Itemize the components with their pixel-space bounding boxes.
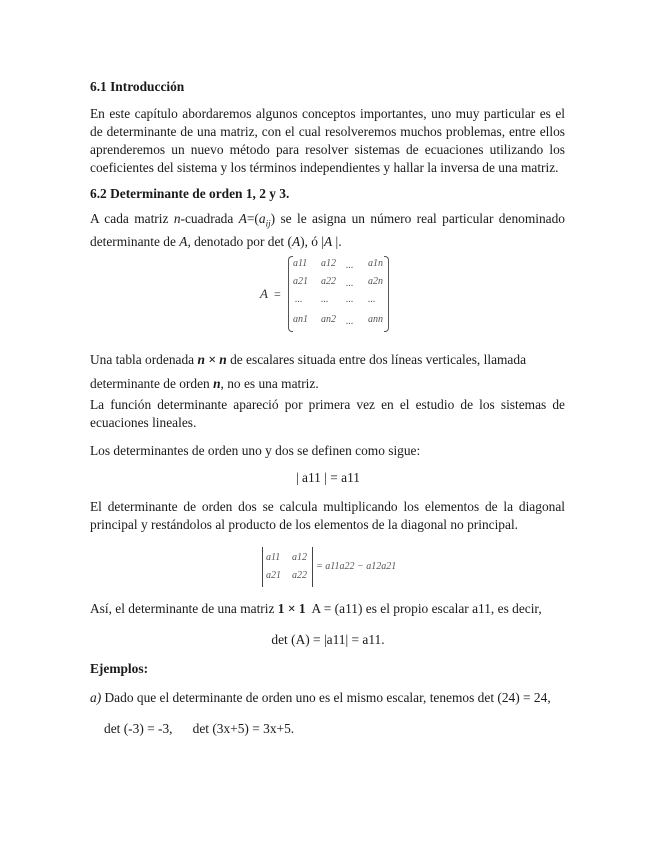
order-one-equation <box>0 470 656 486</box>
eq2-text: det (A) = |a11| = a11. <box>271 632 385 647</box>
matrix-cell: a21 <box>293 276 308 287</box>
matrix-lhs: A <box>260 286 268 301</box>
matrix-cell: ann <box>368 314 383 325</box>
det2-rhs: = a11a22 − a12a21 <box>316 561 397 572</box>
matrix-cell: ... <box>346 294 354 305</box>
det2-figure <box>262 547 412 587</box>
matrix-cell: ... <box>346 260 354 271</box>
funcion-paragraph: La función determinante apareció por primera vez en el estudio de los sistemas de ecuaciones lineales. <box>90 397 565 430</box>
matrix-cell: ... <box>346 278 354 289</box>
matrix-cell: a2n <box>368 276 383 287</box>
matrix-cell: a11 <box>293 258 308 269</box>
matrix-cell: ... <box>321 294 329 305</box>
defin-line: Los determinantes de orden uno y dos se definen como sigue: <box>90 443 421 458</box>
matrix-cell: a12 <box>321 258 336 269</box>
det2-cell: a22 <box>292 570 307 581</box>
matrix-cell: a1n <box>368 258 383 269</box>
matrix-cell: ... <box>295 294 303 305</box>
tabla-line: Una tabla ordenada n × n de escalares situada entre dos líneas verticales, llamada <box>90 352 527 367</box>
eq1-text: | a11 | = a11 <box>296 470 360 485</box>
asi-line: Así, el determinante de una matriz 1 × 1 A = (a11) es el propio escalar a11, es decir, <box>90 601 542 616</box>
intro-paragraph: En este capítulo abordaremos algunos conceptos importantes, uno muy particular es el de determinante de una matriz, con el cual resolveremos muchos problemas, entre ellos aprenderemos un nuevo método para resolver sistemas de ecuaciones utilizando los coeficientes del sistema y los términos independientes y hallar la inversa de una matriz. <box>90 106 565 175</box>
matrix-cell: ... <box>346 316 354 327</box>
matrix-cell: an1 <box>293 314 308 325</box>
orden-dos-paragraph: El determinante de orden dos se calcula multiplicando los elementos de la diagonal principal y restándolos al producto de los elementos de la diagonal no principal. <box>90 499 565 532</box>
det2-cell: a11 <box>266 552 281 563</box>
matrix-cell: an2 <box>321 314 336 325</box>
matrix-figure <box>258 254 398 334</box>
definition-paragraph: A cada matriz n-cuadrada $A=(a_{ij})$ se le asigna un número real particular denominado determinante de A, denotado por det (A), ó |A |. <box>90 211 565 249</box>
ejemplos-heading: Ejemplos: <box>90 661 149 676</box>
ejemplo-a-line-2: det (-3) = -3, det (3x+5) = 3x+5. <box>104 721 295 736</box>
det2-right-bar <box>312 547 313 587</box>
matrix-eq: = <box>274 287 281 301</box>
matrix-cell: a22 <box>321 276 336 287</box>
section-heading-6-1: 6.1 Introducción <box>90 79 185 94</box>
det2-cell: a12 <box>292 552 307 563</box>
det2-cell: a21 <box>266 570 281 581</box>
tabla-line-2: determinante de orden n, no es una matriz. <box>90 376 319 391</box>
section-heading-6-2: 6.2 Determinante de orden 1, 2 y 3. <box>90 186 290 201</box>
ejemplo-a-line: a) Dado que el determinante de orden uno es el mismo escalar, tenemos det (24) = 24, <box>90 690 551 705</box>
order-one-det-equation <box>0 632 656 648</box>
matrix-cell: ... <box>368 294 376 305</box>
matrix-right-bracket <box>384 256 389 332</box>
det2-left-bar <box>262 547 263 587</box>
